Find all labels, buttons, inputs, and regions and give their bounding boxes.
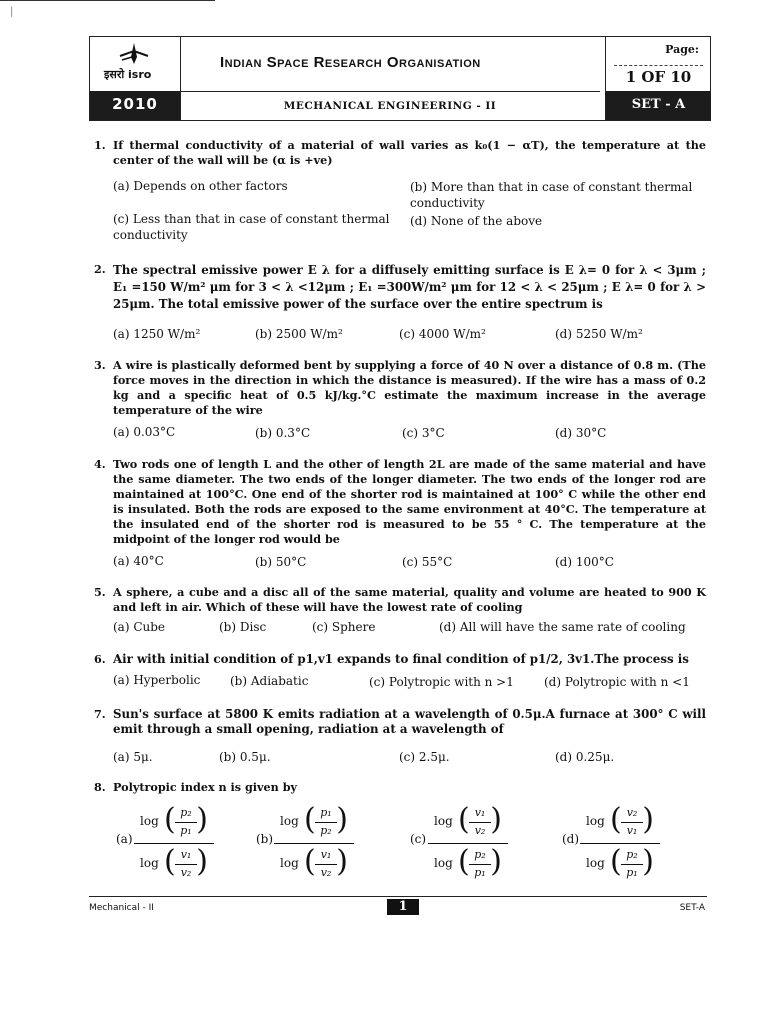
scan-mark: | — [10, 6, 14, 17]
question-number: 4. — [94, 457, 106, 471]
log-fraction: log ( v₂ v₁ ) log ( p₂ p₁ ) — [580, 804, 660, 884]
question-5 — [94, 585, 706, 640]
option-c: (c) 4000 W/m² — [399, 327, 486, 341]
question-number: 7. — [94, 707, 106, 721]
option-d: (d) All will have the same rate of cooling — [439, 620, 686, 634]
option-a: (a) 0.03°C — [113, 425, 176, 439]
option-d: (d) 30°C — [555, 426, 607, 440]
page-label: Page: — [665, 43, 699, 56]
footer-set: SET-A — [679, 903, 705, 913]
option-c: (c) Sphere — [312, 620, 376, 634]
question-3 — [94, 358, 706, 443]
subject-title: MECHANICAL ENGINEERING - II — [283, 100, 497, 112]
option-d: (d) 5250 W/m² — [555, 327, 643, 341]
page-header — [89, 36, 711, 121]
logo-text: इसरो isro — [104, 68, 152, 81]
option-a: (a) Cube — [113, 620, 166, 634]
question-text: Polytropic index n is given by — [113, 780, 298, 794]
top-rule — [0, 0, 215, 1]
option-a: (a) 40°C — [113, 554, 164, 568]
question-number: 3. — [94, 358, 106, 372]
log-fraction: log ( p₁ p₂ ) log ( v₁ v₂ ) — [274, 804, 354, 884]
option-a: (a) 1250 W/m² — [113, 327, 201, 341]
isro-logo — [90, 37, 181, 92]
rocket-logo-icon — [118, 42, 152, 66]
question-8: 8. Polytropic index n is given by (a) log ( p₂ p₁ ) log ( v₁ v₂ ) (b) log ( p₁ p₂ ) log ( v₁ v₂ ) (c) log ( v₁ v₂ ) log ( p₂ p₁ ) (d) log ( v₂ v₁ ) log ( p₂ p₁ ) — [94, 780, 706, 890]
question-text: Two rods one of length L and the other of length 2L are made of the same material and have the same diameter. The two ends of the longer diameter. The two ends of the longer rod are maintained at 100°C. One end of the shorter rod is maintained at 100° C while the other end is insulated. Both the rods are exposed to the same environment at 40°C. The temperature at the insulated end of the shorter rod is measured to be 55 ° C. The temperature at the midpoint of the longer rod would be — [113, 457, 706, 546]
option-d: (d) Polytropic with n <1 — [544, 675, 690, 689]
question-text: A sphere, a cube and a disc all of the same material, quality and volume are heated to 900 K and left in air. Which of these will have the lowest rate of cooling — [113, 585, 706, 614]
option-c: (c) Less than that in case of constant thermal conductivity — [113, 212, 390, 242]
footer-page-number: 1 — [387, 899, 419, 915]
option-d: (d) 0.25μ. — [555, 750, 615, 764]
option-b: (b) Disc — [219, 620, 267, 634]
question-text: The spectral emissive power E λ for a diffusely emitting surface is E λ= 0 for λ < 3μm ; E₁ =150 W/m² μm for 3 < λ <12μm ; E₁ =300W/m² μm for 12 < λ < 25μm ; E λ= 0 for λ > 25μm. The total emissive power of the surface over the entire spectrum is — [113, 263, 706, 311]
question-text: A wire is plastically deformed bent by supplying a force of 40 N over a distance of 0.8 m. (The force moves in the direction in which the distance is measured). If the wire has a mass of 0.2 kg and a specific heat of 0.5 kJ/kg.°C estimate the maximum increase in the average temperature of the wire — [113, 358, 706, 417]
option-d: (d) 100°C — [555, 555, 614, 569]
question-7 — [94, 707, 706, 767]
page-number: 1 OF 10 — [614, 65, 703, 86]
page-indicator — [605, 37, 711, 91]
question-1 — [94, 138, 706, 248]
year-badge: 2010 — [90, 91, 181, 120]
option-b: (b) More than that in case of constant thermal conductivity — [410, 180, 693, 210]
question-number: 6. — [94, 652, 106, 666]
question-2 — [94, 262, 706, 347]
question-text: Air with initial condition of p1,v1 expands to final condition of p1/2, 3v1.The process is — [113, 652, 689, 666]
option-a: (a) Hyperbolic — [113, 673, 201, 687]
question-number: 5. — [94, 585, 106, 599]
footer-subject: Mechanical - II — [89, 903, 154, 913]
question-text: Sun's surface at 5800 K emits radiation at a wavelength of 0.5μ.A furnace at 300° C will emit through a small opening, radiation at a wavelength of — [113, 707, 706, 736]
organisation-title: Indian Space Research Organisation — [220, 54, 481, 71]
question-number: 1. — [94, 138, 106, 152]
question-4 — [94, 457, 706, 572]
question-number: 8. — [94, 780, 106, 794]
option-d: (d) None of the above — [410, 214, 543, 228]
option-b: (b) Adiabatic — [230, 674, 309, 688]
option-c: (c) 55°C — [402, 555, 453, 569]
option-a: (a) 5μ. — [113, 750, 153, 764]
option-b: (b) 2500 W/m² — [255, 327, 343, 341]
question-number: 2. — [94, 262, 106, 276]
option-b: (b) 50°C — [255, 555, 307, 569]
page-footer — [89, 896, 707, 914]
option-a: (a) Depends on other factors — [113, 179, 288, 193]
set-badge: SET - A — [605, 91, 711, 120]
log-fraction: log ( p₂ p₁ ) log ( v₁ v₂ ) — [134, 804, 214, 884]
log-fraction: log ( v₁ v₂ ) log ( p₂ p₁ ) — [428, 804, 508, 884]
subject-row — [180, 91, 600, 121]
option-b: (b) 0.5μ. — [219, 750, 271, 764]
option-c: (c) 2.5μ. — [399, 750, 450, 764]
option-c: (c) 3°C — [402, 426, 445, 440]
option-c: (c) Polytropic with n >1 — [369, 675, 514, 689]
question-6 — [94, 652, 706, 692]
option-b: (b) 0.3°C — [255, 426, 311, 440]
question-text: If thermal conductivity of a material of wall varies as k₀(1 − αT), the temperature at the center of the wall will be (α is +ve) — [113, 138, 706, 167]
